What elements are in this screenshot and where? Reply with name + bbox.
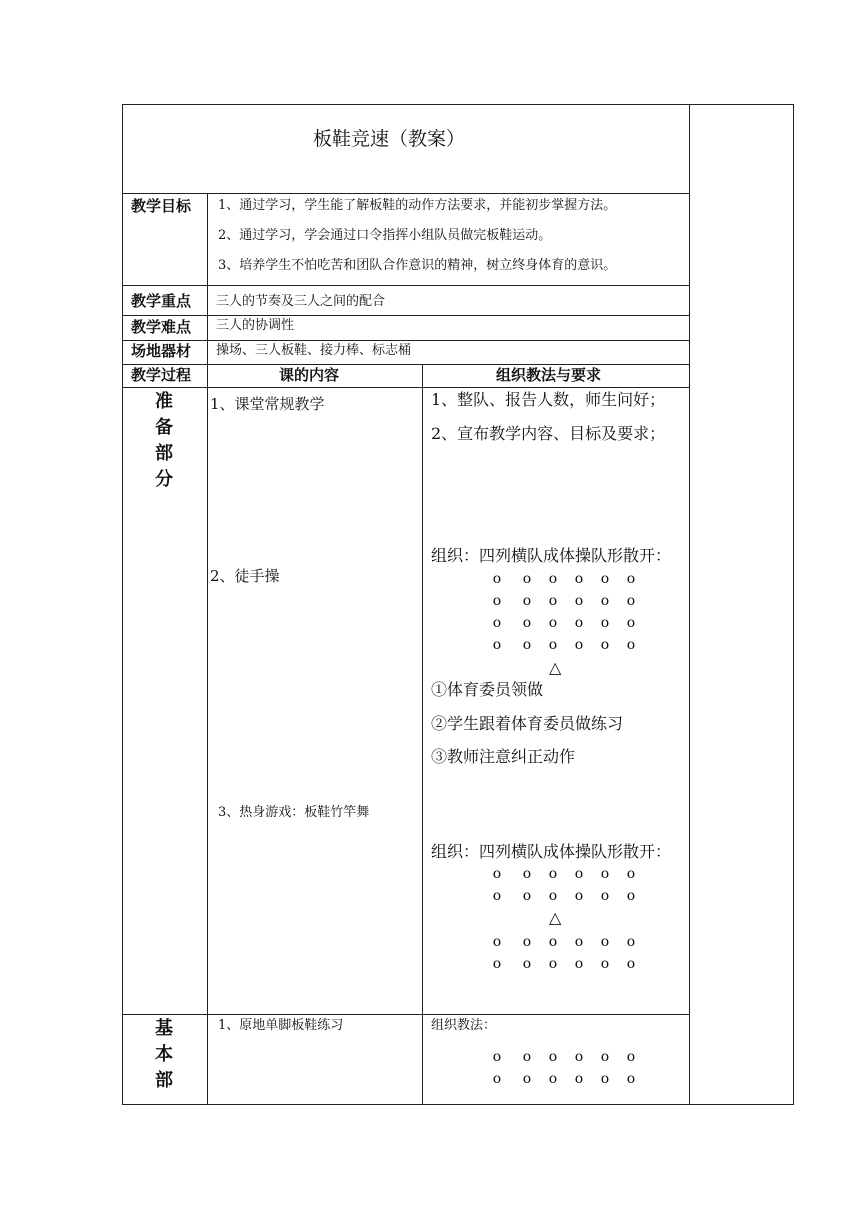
formation-row: o o o o o o: [492, 1071, 636, 1087]
main-column-divider: [689, 104, 690, 1105]
teacher-marker: △: [549, 658, 562, 677]
formation-row: o o o o o o: [492, 866, 636, 882]
formation-row: o o o o o o: [492, 615, 636, 631]
table-border-top: [122, 104, 794, 105]
prep-method-item: 2、宣布教学内容、目标及要求；: [431, 424, 666, 443]
basic-section-char: 部: [155, 1070, 173, 1091]
formation-row: o o o o o o: [492, 934, 636, 950]
prep-section-char: 部: [155, 443, 173, 464]
header-process: 教学过程: [131, 366, 192, 384]
prep-content-item: 3、热身游戏：板鞋竹竿舞: [218, 805, 370, 820]
objective-item: 3、培养学生不怕吃苦和团队合作意识的精神，树立终身体育的意识。: [218, 258, 617, 273]
content-column-divider: [422, 364, 423, 1104]
table-border-bottom: [122, 1104, 794, 1105]
key-point-label: 教学重点: [131, 292, 192, 310]
prep-section-char: 备: [155, 417, 173, 438]
formation-label: 组织：四列横队成体操队形散开：: [431, 546, 672, 565]
header-content: 课的内容: [279, 366, 340, 384]
label-column-divider: [207, 193, 208, 1104]
formation-row: o o o o o o: [492, 593, 636, 609]
difficulty-value: 三人的协调性: [216, 318, 295, 333]
basic-method-label: 组织教法：: [431, 1018, 497, 1033]
formation-row: o o o o o o: [492, 1049, 636, 1065]
teacher-marker: △: [549, 908, 562, 927]
objective-item: 1、通过学习，学生能了解板鞋的动作方法要求，并能初步掌握方法。: [218, 198, 617, 213]
basic-content-item: 1、原地单脚板鞋练习: [218, 1018, 344, 1033]
prep-method-item: 1、整队、报告人数，师生问好；: [431, 390, 666, 409]
prep-section-char: 分: [155, 469, 173, 490]
key-point-value: 三人的节奏及三人之间的配合: [216, 294, 386, 309]
table-border-right: [793, 104, 794, 1105]
formation-row: o o o o o o: [492, 637, 636, 653]
prep-content-item: 2、徒手操: [210, 567, 280, 585]
basic-section-char: 本: [155, 1044, 173, 1065]
header-method: 组织教法与要求: [496, 366, 602, 384]
equipment-label: 场地器材: [131, 342, 192, 360]
table-border-left: [122, 104, 123, 1105]
prep-step: ①体育委员领做: [431, 680, 544, 699]
prep-content-item: 1、课堂常规教学: [210, 395, 325, 413]
prep-step: ②学生跟着体育委员做练习: [431, 714, 624, 733]
prep-step: ③教师注意纠正动作: [431, 747, 576, 766]
basic-section-char: 基: [155, 1018, 173, 1039]
formation-row: o o o o o o: [492, 956, 636, 972]
prep-section-char: 准: [155, 391, 173, 412]
page-title: 板鞋竞速（教案）: [313, 128, 466, 150]
objective-item: 2、通过学习，学会通过口令指挥小组队员做完板鞋运动。: [218, 228, 552, 243]
equipment-value: 操场、三人板鞋、接力棒、标志桶: [216, 343, 412, 358]
objectives-label: 教学目标: [131, 197, 192, 215]
difficulty-label: 教学难点: [131, 318, 192, 336]
formation-row: o o o o o o: [492, 888, 636, 904]
formation-row: o o o o o o: [492, 571, 636, 587]
formation-label: 组织：四列横队成体操队形散开：: [431, 842, 672, 861]
